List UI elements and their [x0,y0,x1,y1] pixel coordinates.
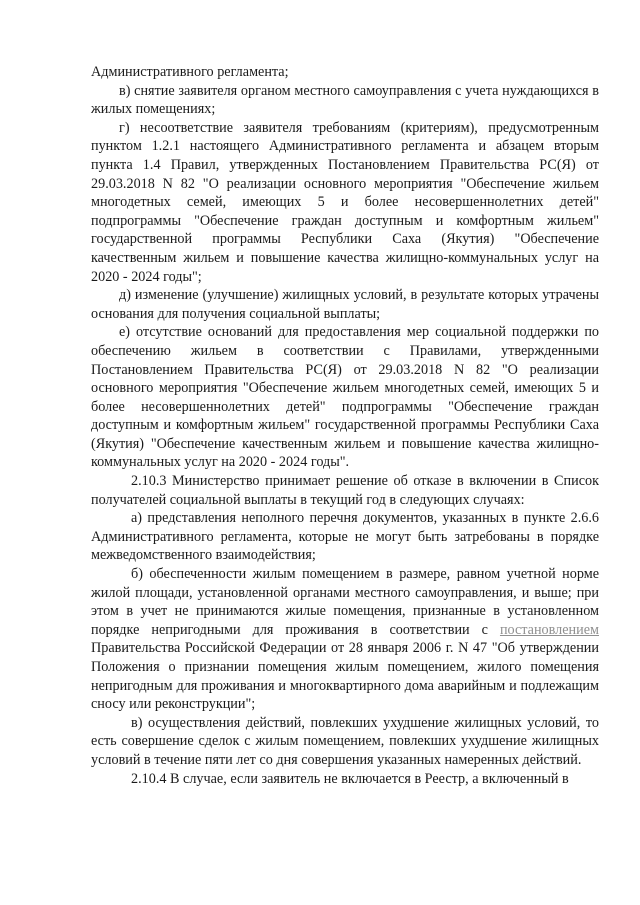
paragraph-item-v2: в) осуществления действий, повлекших ухудшение жилищных условий, то есть совершение сделок с жилым помещением, повлекших ухудшение жилищных условий в течение пяти лет со дня совершения указанных намеренных действий. [91,714,599,768]
paragraph-item-d: д) изменение (улучшение) жилищных условий, в результате которых утрачены основания для получения социальной выплаты; [91,287,599,322]
paragraph-item-a: а) представления неполного перечня документов, указанных в пункте 2.6.6 Административного регламента, которые не могут быть затребованы в порядке межведомственного взаимодействия; [91,510,599,564]
paragraph-item-b-text-end: Правительства Российской Федерации от 28 января 2006 г. N 47 "Об утверждении Положения о признании помещения жилым помещением, жилого помещения непригодным для проживания и многоквартирного дома аварийным и подлежащим сносу или реконструкции"; [91,640,599,713]
paragraph-item-e: е) отсутствие оснований для предоставления мер социальной поддержки по обеспечению жильем в соответствии с Правилами, утвержденными Постановлением Правительства РС(Я) от 29.03.2018 N 82 "О реализации основного мероприятия "Обеспечение жильем многодетных семей, имеющих 5 и более несовершеннолетних детей" подпрограммы "Обеспечение граждан доступным и комфортным жильем" государственной программы Республики Саха (Якутия) "Обеспечение качественным жильем и повышение качества жилищно-коммунальных услуг на 2020 - 2024 годы". [91,324,599,471]
paragraph-item-b-text-start: б) обеспеченности жилым помещением в размере, равном учетной норме жилой площади, установленной органами местного самоуправления, и выше; при этом в учет не принимаются жилые помещения, признанные в установленном порядке непригодными для проживания в соответствии с [91,566,599,638]
paragraph-item-v: в) снятие заявителя органом местного самоуправления с учета нуждающихся в жилых помещениях; [91,82,599,118]
paragraph-continuation: Административного регламента; [91,64,289,80]
postanovlenie-link[interactable]: постановлением [499,621,599,638]
document-body [91,63,599,788]
paragraph-item-b [91,565,599,714]
paragraph-item-g: г) несоответствие заявителя требованиям (критериям), предусмотренным пунктом 1.2.1 настоящего Административного регламента и абзацем вторым пункта 1.4 Правил, утвержденных Постановлением Правительства РС(Я) от 29.03.2018 N 82 "О реализации основного мероприятия "Обеспечение жильем многодетных семей, имеющих 5 и более несовершеннолетних детей" подпрограммы "Обеспечение граждан доступным и комфортным жильем" государственной программы Республики Саха (Якутия) "Обеспечение качественным жильем и повышение качества жилищно-коммунальных услуг на 2020 - 2024 годы"; [91,119,599,285]
paragraph-2-10-3: 2.10.3 Министерство принимает решение об отказе в включении в Список получателей социальной выплаты в текущий год в следующих случаях: [91,473,599,508]
paragraph-2-10-4: 2.10.4 В случае, если заявитель не включается в Реестр, а включенный в [131,770,569,787]
